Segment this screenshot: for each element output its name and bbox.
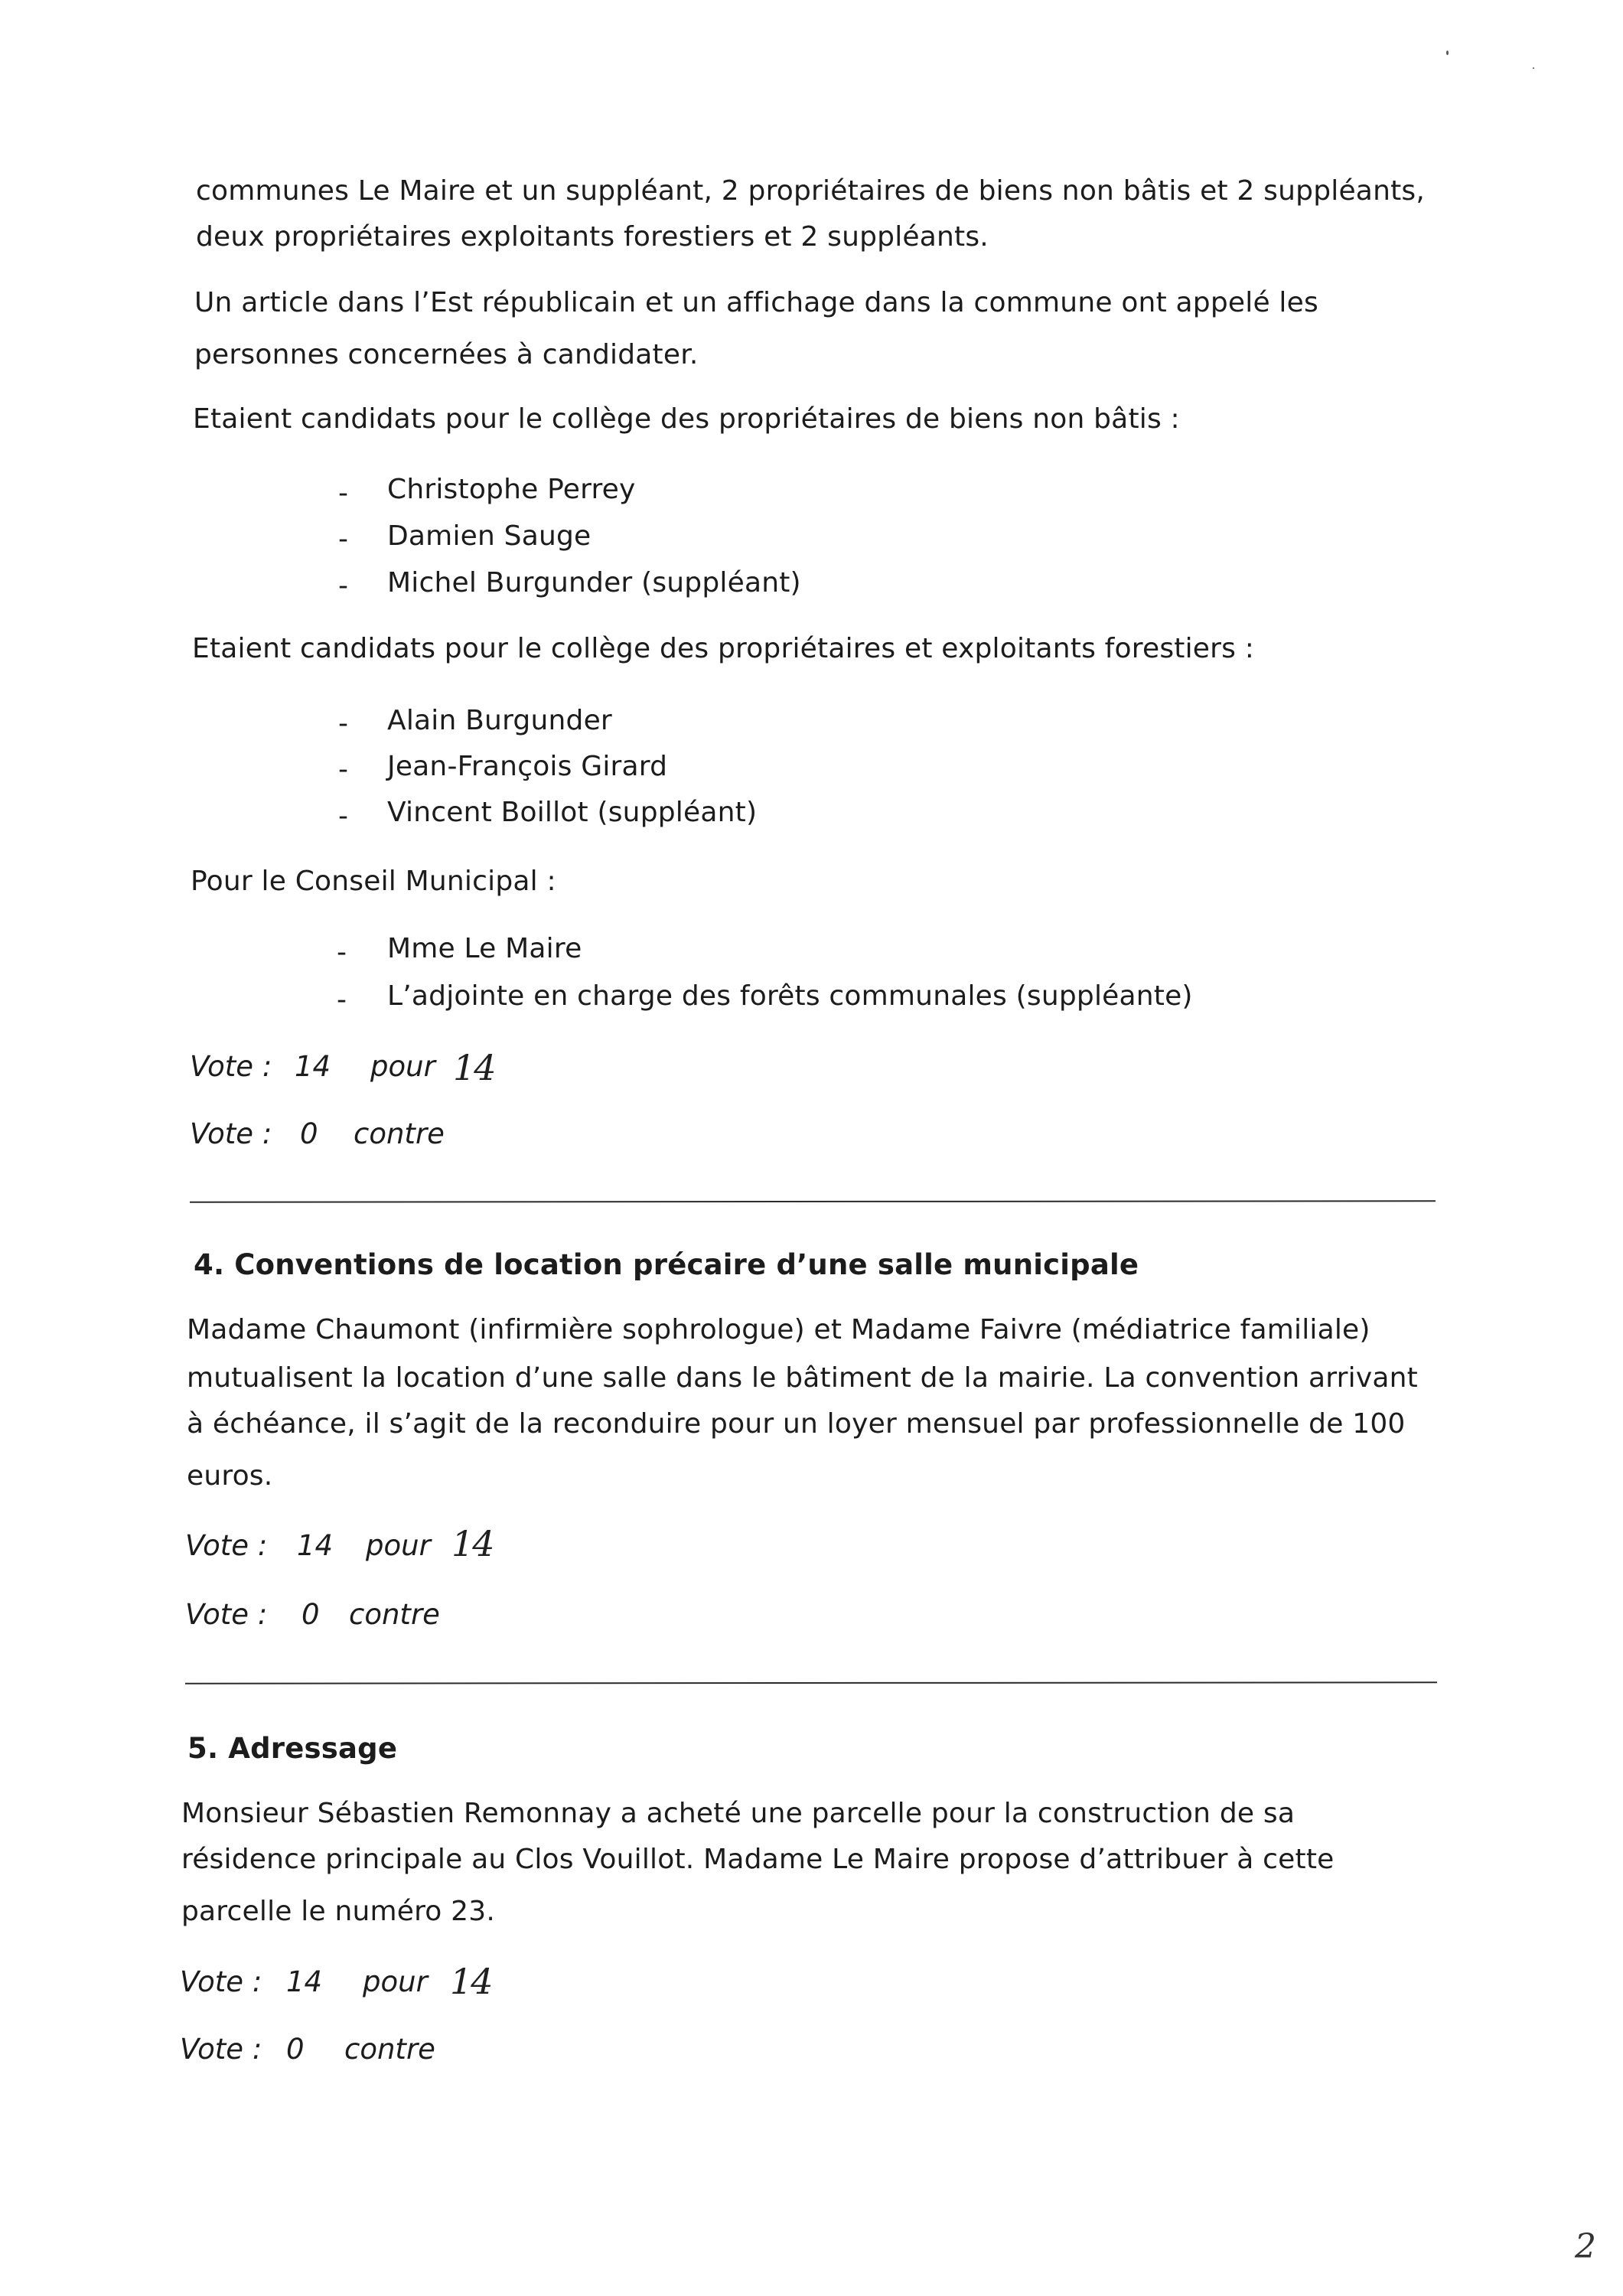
vote-word-for: pour — [370, 1050, 435, 1083]
section-divider — [185, 1681, 1437, 1684]
list-item: Jean-François Girard — [387, 751, 668, 782]
list-bullet: - — [338, 570, 348, 602]
list-bullet: - — [338, 801, 348, 832]
section-5-line-2: résidence principale au Clos Vouillot. Madame Le Maire propose d’attribuer à cette — [181, 1844, 1335, 1875]
section-4-line-2: mutualisent la location d’une salle dans le bâtiment de la mairie. La convention arrivant — [187, 1362, 1418, 1394]
list-item: Michel Burgunder (suppléant) — [387, 567, 801, 598]
section-4-line-1: Madame Chaumont (infirmière sophrologue) et Madame Faivre (médiatrice familiale) — [187, 1314, 1370, 1345]
section-5-line-1: Monsieur Sébastien Remonnay a acheté une parcelle pour la construction de sa — [181, 1798, 1295, 1829]
list-bullet: - — [338, 708, 348, 739]
list-item: Alain Burgunder — [387, 705, 612, 736]
vote-label: Vote : — [185, 1529, 268, 1562]
conseil-title: Pour le Conseil Municipal : — [191, 866, 556, 897]
vote-count-against: 0 — [286, 2033, 305, 2066]
vote-word-for: pour — [366, 1529, 431, 1562]
handwritten-count: 14 — [450, 1961, 492, 2002]
vote-count-for: 14 — [297, 1529, 334, 1562]
list-bullet: - — [338, 523, 348, 555]
vote-label: Vote : — [190, 1117, 272, 1150]
list-bullet: - — [338, 754, 348, 785]
section-4-line-3: à échéance, il s’agit de la reconduire pour un loyer mensuel par professionnelle de 100 — [187, 1408, 1406, 1440]
vote-label: Vote : — [180, 1965, 262, 1998]
section-4-line-4: euros. — [187, 1460, 273, 1492]
list-item: Christophe Perrey — [387, 474, 636, 505]
list-item: Vincent Boillot (suppléant) — [387, 797, 758, 828]
list-item: Mme Le Maire — [387, 933, 582, 964]
intro-line-1: communes Le Maire et un suppléant, 2 propriétaires de biens non bâtis et 2 suppléants, — [196, 175, 1425, 207]
college-forestiers-title: Etaient candidats pour le collège des propriétaires et exploitants forestiers : — [192, 633, 1255, 664]
college-non-batis-title: Etaient candidats pour le collège des propriétaires de biens non bâtis : — [193, 403, 1180, 435]
list-item: L’adjointe en charge des forêts communales (suppléante) — [387, 980, 1193, 1012]
list-bullet: - — [337, 937, 347, 968]
vote-label: Vote : — [185, 1598, 268, 1631]
vote-word-for: pour — [363, 1965, 428, 1998]
section-5-heading: 5. Adressage — [187, 1732, 398, 1765]
section-5-line-3: parcelle le numéro 23. — [181, 1896, 496, 1927]
section-divider — [190, 1200, 1436, 1202]
page-number: 2 — [1575, 2227, 1596, 2266]
vote-count-against: 0 — [301, 1598, 320, 1631]
scan-speck — [1446, 51, 1449, 55]
vote-word-against: contre — [349, 1598, 440, 1631]
announcement-line-2: personnes concernées à candidater. — [194, 339, 699, 370]
vote-word-against: contre — [344, 2033, 435, 2066]
list-bullet: - — [338, 478, 348, 509]
vote-count-for: 14 — [286, 1965, 323, 1998]
list-item: Damien Sauge — [387, 520, 592, 552]
handwritten-count: 14 — [451, 1523, 494, 1564]
vote-label: Vote : — [180, 2033, 262, 2066]
vote-count-against: 0 — [300, 1117, 318, 1150]
section-4-heading: 4. Conventions de location précaire d’une salle municipale — [194, 1248, 1139, 1281]
announcement-line-1: Un article dans l’Est républicain et un affichage dans la commune ont appelé les — [194, 287, 1318, 318]
vote-word-against: contre — [354, 1117, 445, 1150]
intro-line-2: deux propriétaires exploitants forestiers et 2 suppléants. — [196, 221, 989, 253]
scan-speck — [1533, 67, 1534, 69]
handwritten-count: 14 — [453, 1047, 495, 1088]
list-bullet: - — [337, 984, 347, 1016]
vote-count-for: 14 — [295, 1050, 331, 1083]
vote-label: Vote : — [190, 1050, 272, 1083]
